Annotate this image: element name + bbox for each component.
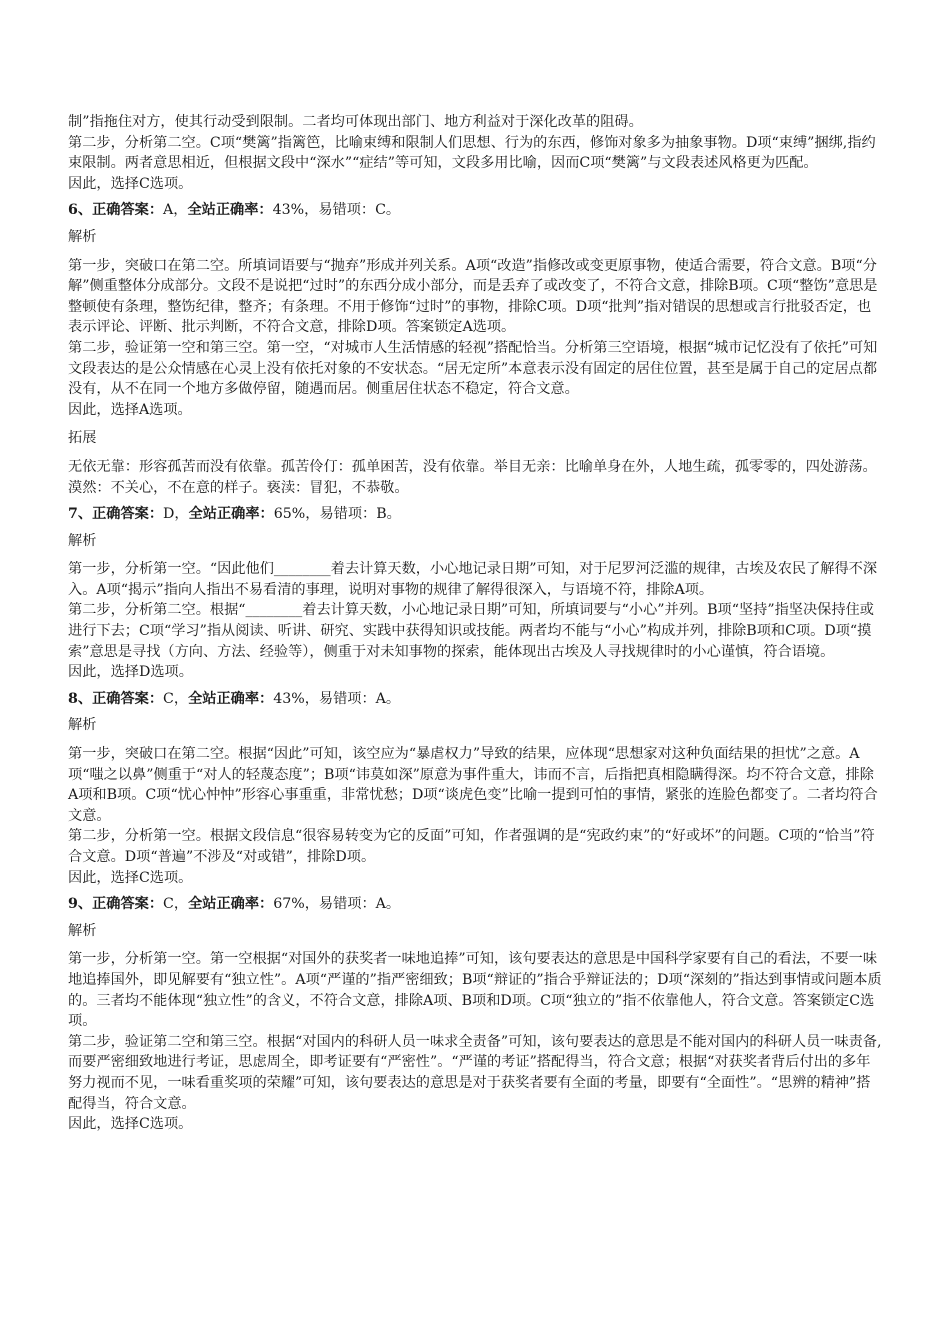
intro-paragraph: 制”指拖住对方，使其行动受到限制。二者均可体现出部门、地方利益对于深化改革的阻碍。 [68,114,643,130]
answer-line [68,200,882,221]
answer-label: 正确答案： [92,896,164,913]
rate-value: 65%，易错项：B。 [273,506,401,523]
rate-value: 43%，易错项：A。 [273,690,401,707]
rate-label: 全站正确率： [188,896,274,913]
question-number: 6、 [68,202,93,219]
analysis-paragraph: 第一步，分析第一空。“因此他们________着去计算天数，小心地记录日期”可知，对于尼罗河泛滥的规律，古埃及农民了解得不深入。A项“揭示”指向人指出不易看清的事理，说明对事物的规律了解得很深入，与语境不符，排除A项。 [68,561,878,598]
analysis-label: 解析 [68,922,97,939]
analysis-label: 解析 [68,228,97,245]
rate-value: 43%，易错项：C。 [272,202,401,219]
question-number: 9、 [68,896,93,913]
rate-label: 全站正确率： [188,690,274,707]
analysis-paragraph: 第二步，验证第二空和第三空。根据“对国内的科研人员一味求全责备”可知，该句要表达的意思是不能对国内的科研人员一味责备,而要严密细致地进行考证，思虑周全，即考证要有“严密性”。“严谨的考证”搭配得当，符合文意；根据“对获奖者背后付出的多年努力视而不见，一味看重奖项的荣耀”可知，该句要表达的意思是对于获奖者要有全面的考量，即要有“全面性”。“思辨的精神”搭配得当，符合文意。 [68,1033,882,1112]
question-8 [68,689,882,888]
answer-label: 正确答案： [92,202,164,219]
question-6 [68,200,882,498]
analysis-label: 解析 [68,717,97,734]
analysis-paragraph: 第一步，突破口在第二空。所填词语要与“抛弃”形成并列关系。A项“改造”指修改或变更原事物，使适合需要，符合文意。B项“分解”侧重整体分成部分。文段不是说把“过时”的东西分成小部分，而是丢弃了或改变了，不符合文意，排除B项。C项“整饬”意思是整顿使有条理，整饬纪律，整齐；有条理。不用于修饰“过时”的事物，排除C项。D项“批判”指对错误的思想或言行批驳否定，也表示评论、评断、批示判断，不符合文意，排除D项。答案锁定A选项。 [68,257,878,336]
analysis-paragraph: 因此，选择D选项。 [68,664,193,681]
analysis-paragraph: 因此，选择C选项。 [68,869,193,886]
analysis-paragraph: 第一步，分析第一空。第一空根据“对国外的获奖者一味地追捧”可知，该句要表达的意思是中国科学家要有自己的看法，不要一味地追捧国外，即见解要有“独立性”。A项“严谨的”指严密细致；B项“辩证的”指合乎辩证法的；D项“深刻的”指达到事情或问题本质的。三者均不能体现“独立性”的含义，不符合文意，排除A项、B项和D项。C项“独立的”指不依靠他人，符合文意。答案锁定C选项。 [68,951,882,1030]
extension-paragraph: 无依无靠：形容孤苦而没有依靠。孤苦伶仃：孤单困苦，没有依靠。举目无亲：比喻单身在外，人地生疏，孤零零的，四处游荡。漠然：不关心，不在意的样子。亵渎：冒犯，不恭敬。 [68,458,877,496]
answer-label: 正确答案： [92,506,164,523]
rate-value: 67%，易错项：A。 [273,896,401,913]
rate-label: 全站正确率： [188,506,274,523]
rate-label: 全站正确率： [187,202,273,219]
analysis-paragraph: 第二步，验证第一空和第三空。第一空，“对城市人生活情感的轻视”搭配恰当。分析第三空语境，根据“城市记忆没有了依托”可知文段表达的是公众情感在心灵上没有依托对象的不安状态。“居无定所”本意表示没有固定的居住位置，甚至是属于自己的定居点都没有，从不在同一个地方多做停留，随遇而居。侧重居住状态不稳定，符合文意。 [68,339,878,398]
analysis-label: 解析 [68,532,97,549]
intro-paragraph: 因此，选择C选项。 [68,175,193,192]
answer-line [68,689,882,710]
question-7 [68,504,882,683]
answer-line [68,504,882,525]
analysis-paragraph: 第二步，分析第一空。根据文段信息“很容易转变为它的反面”可知，作者强调的是“宪政约束”的“好或坏”的问题。C项的“恰当”符合文意。D项“普遍”不涉及“对或错”，排除D项。 [68,828,875,865]
question-number: 8、 [68,690,93,707]
answer-line [68,894,882,915]
analysis-paragraph: 第二步，分析第二空。根据“________着去计算天数，小心地记录日期”可知，所填词要与“小心”并列。B项“坚持”指坚决保持住或进行下去；C项“学习”指从阅读、听讲、研究、实践中获得知识或技能。两者均不能与“小心”构成并列，排除B项和C项。D项“摸索”意思是寻找（方向、方法、经验等），侧重于对未知事物的探索，能体现出古埃及人寻找规律时的小心谨慎，符合语境。 [68,602,874,660]
answer-value: D， [163,506,189,523]
answer-value: C， [163,690,189,707]
answer-value: A， [163,202,188,219]
intro-section [68,112,882,194]
question-9 [68,894,882,1135]
answer-value: C， [163,896,189,913]
analysis-paragraph: 因此，选择C选项。 [68,1116,193,1133]
extension-label: 拓展 [68,430,97,447]
analysis-paragraph: 第一步，突破口在第二空。根据“因此”可知，该空应为“暴虐权力”导致的结果，应体现“思想家对这种负面结果的担忧”之意。A项“嗤之以鼻”侧重于“对人的轻蔑态度”；B项“讳莫如深”原意为事件重大，讳而不言，后指把真相隐瞒得深。均不符合文意，排除A项和B项。C项“忧心忡忡”形容心事重重，非常忧愁；D项“谈虎色变”比喻一提到可怕的事情，紧张的连脸色都变了。二者均符合文意。 [68,746,878,824]
question-number: 7、 [68,506,93,523]
intro-paragraph: 第二步，分析第二空。C项“樊篱”指篱笆，比喻束缚和限制人们思想、行为的东西，修饰对象多为抽象事物。D项“束缚”捆绑,指约束限制。两者意思相近，但根据文段中“深水”“症结”等可知，文段多用比喻，因而C项“樊篱”与文段表述风格更为匹配。 [68,134,876,172]
analysis-paragraph: 因此，选择A选项。 [68,401,192,418]
answer-label: 正确答案： [92,690,164,707]
